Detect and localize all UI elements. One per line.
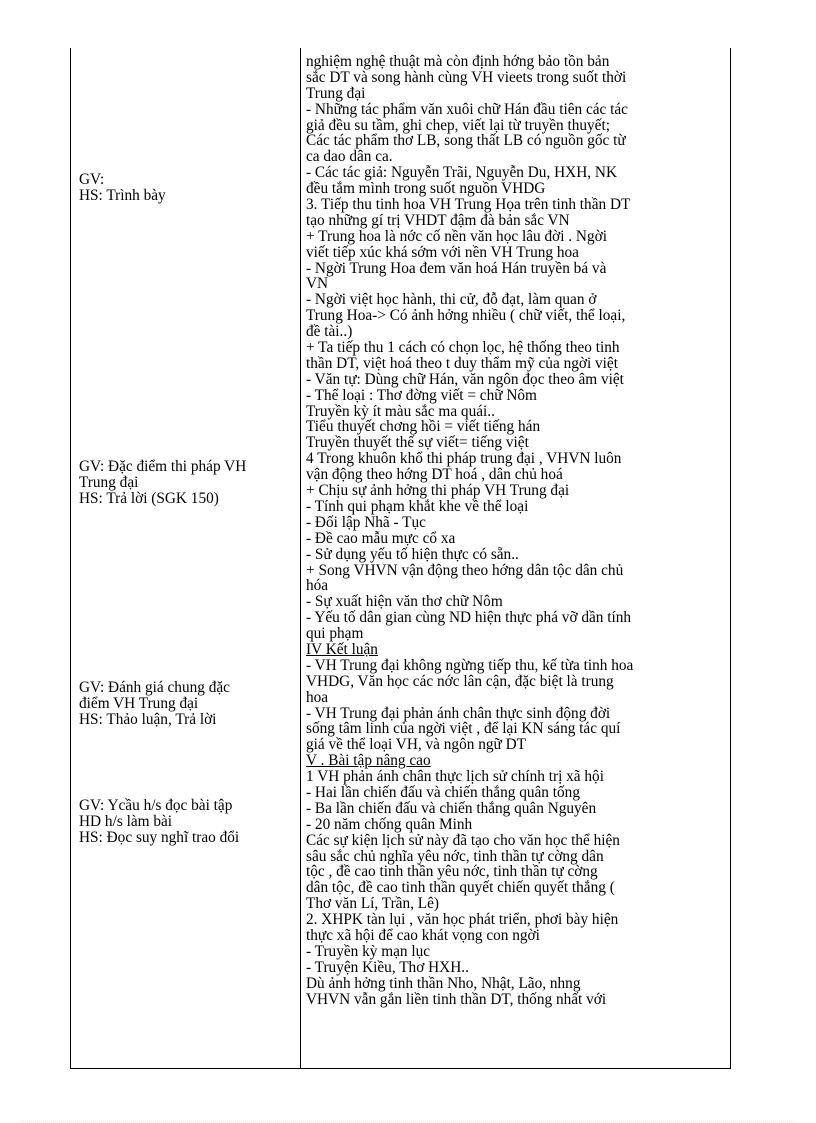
lesson-table: [70, 48, 731, 1069]
content-line: giả đều su tầm, ghi chep, viết lại từ truyền thuyết;: [306, 116, 610, 134]
activity-line: GV: Đặc điểm thi pháp VH: [79, 458, 247, 475]
content-line: đều tắm mình trong suốt nguồn VHDG: [306, 180, 546, 198]
content-line: Truyền thuyết thế sự viết= tiếng việt: [306, 434, 529, 452]
content-line: 1 VH phản ánh chân thực lịch sử chính trị xã hội: [306, 768, 604, 786]
activity-line: HS: Thảo luận, Trả lời: [79, 710, 217, 728]
content-line: hoa: [306, 688, 329, 706]
section-heading: IV Kết luận: [306, 640, 378, 658]
content-line: - Thể loại : Thơ đờng viết = chữ Nôm: [306, 386, 537, 404]
content-line: - Tính qui phạm khắt khe về thể loại: [306, 497, 529, 515]
activity-line: HD h/s làm bài: [79, 812, 173, 830]
activity-line: GV: Ycầu h/s đọc bài tập: [79, 797, 233, 814]
content-line: 4 Trong khuôn khổ thi pháp trung đại , VHVN luôn: [306, 450, 622, 468]
content-line: Thơ văn Lí, Trần, Lê): [306, 895, 439, 913]
activity-line: HS: Đọc suy nghĩ trao đổi: [79, 828, 240, 846]
content-line: hóa: [306, 577, 329, 595]
content-line: - Sử dụng yếu tố hiện thực có sẵn..: [306, 545, 519, 563]
content-line: sống tâm linh của ngời việt , để lại KN sáng tác quí: [306, 720, 621, 738]
activity-block-3: [79, 680, 297, 728]
content-line: Các sự kiện lịch sử này đã tạo cho văn học thể hiện: [306, 831, 620, 849]
content-line: thần DT, việt hoá theo t duy thẩm mỹ của ngời việt: [306, 354, 618, 372]
content-line: Các tác phẩm thơ LB, song thất LB có nguồn gốc từ: [306, 132, 626, 150]
content-line: - VH Trung đại không ngừng tiếp thu, kế từa tinh hoa: [306, 656, 634, 674]
content-line: Trung Hoa-> Có ảnh hởng nhiều ( chữ viết, thể loại,: [306, 307, 626, 325]
content-line: VN: [306, 275, 329, 293]
content-line: + Trung hoa là nớc cố nền văn học lâu đời . Ngời: [306, 227, 607, 245]
content-line: + Song VHVN vận động theo hớng dân tộc dân chủ: [306, 561, 624, 579]
content-line: - Các tác giả: Nguyễn Trãi, Nguyễn Du, HXH, NK: [306, 164, 617, 182]
content-line: - Ngời việt học hành, thi cử, đỗ đạt, làm quan ở: [306, 291, 597, 309]
activity-line: HS: Trả lời (SGK 150): [79, 489, 219, 507]
content-line: + Chịu sự ảnh hởng thi pháp VH Trung đại: [306, 482, 570, 500]
activity-line: HS: Trình bày: [79, 186, 166, 204]
content-line: - 20 năm chống quân Minh: [306, 815, 473, 833]
content-line: nghiệm nghệ thuật mà còn định hớng bảo tồn bản: [306, 53, 610, 70]
content-line: Tiểu thuyết chơng hồi = viết tiếng hán: [306, 418, 541, 436]
content-line: - Truyện Kiều, Thơ HXH..: [306, 958, 469, 976]
content-line: Truyền kỳ ít màu sắc ma quái..: [306, 402, 495, 420]
activity-block-4: [79, 798, 297, 846]
content-line: - Yếu tố dân gian cùng ND hiện thực phá vỡ dần tính: [306, 609, 632, 627]
content-line: sắc DT và song hành cùng VH vieets trong suốt thời: [306, 68, 627, 86]
content-line: VHDG, Văn học các nớc lân cận, đặc biệt là trung: [306, 672, 614, 690]
activity-block-2: [79, 459, 297, 507]
section-heading: V . Bài tập nâng cao: [306, 752, 431, 770]
content-line: - Đối lập Nhã - Tục: [306, 513, 426, 531]
content-line: vận động theo hớng DT hoá , dân chủ hoá: [306, 466, 563, 484]
content-line: sâu sắc chủ nghĩa yêu nớc, tinh thần tự cờng dân: [306, 847, 604, 865]
content-line: qui phạm: [306, 625, 364, 643]
activity-line: GV:: [79, 171, 105, 188]
content-line: 3. Tiếp thu tinh hoa VH Trung Họa trên tinh thần DT: [306, 196, 631, 214]
content-line: - Hai lần chiến đấu và chiến thắng quân tống: [306, 783, 580, 801]
content-line: tộc , đề cao tinh thần yêu nớc, tinh thần tự cờng: [306, 863, 598, 881]
content-line: thực xã hội để cao khát vọng con ngời: [306, 926, 540, 944]
content-line: - Những tác phẩm văn xuôi chữ Hán đầu tiên các tác: [306, 100, 628, 118]
content-line: Trung đại: [306, 84, 366, 102]
activity-line: GV: Đánh giá chung đặc: [79, 679, 230, 696]
content-line: - Sự xuất hiện văn thơ chữ Nôm: [306, 593, 503, 611]
content-line: + Ta tiếp thu 1 cách có chọn lọc, hệ thống theo tinh: [306, 339, 620, 357]
content-line: - Ngời Trung Hoa đem văn hoá Hán truyền bá và: [306, 259, 607, 277]
content-line: - Đề cao mẫu mực cổ xa: [306, 529, 456, 547]
content-line: tạo những gí trị VHDT đậm đà bản sắc VN: [306, 211, 570, 229]
content-line: 2. XHPK tàn lụi , văn học phát triển, phơi bày hiện: [306, 911, 619, 929]
content-line: Dù ảnh hởng tinh thần Nho, Nhật, Lão, nhng: [306, 974, 581, 992]
activity-line: điểm VH Trung đại: [79, 694, 199, 712]
content-line: - Ba lần chiến đấu và chiến thắng quân Nguyên: [306, 799, 597, 817]
content-line: - Truyền kỳ mạn lục: [306, 942, 431, 960]
content-line: - Văn tự: Dùng chữ Hán, văn ngôn đọc theo âm việt: [306, 370, 624, 388]
content-line: - VH Trung đại phản ánh chân thực sinh động đời: [306, 704, 611, 722]
content-line: dân tộc, đề cao tinh thần quyết chiến quyết thắng (: [306, 879, 615, 897]
content-line: giá về thể loại VH, và ngôn ngữ DT: [306, 736, 526, 754]
activity-block-1: [79, 172, 297, 204]
content-line: VHVN vẫn gắn liền tinh thần DT, thống nhất với: [306, 990, 607, 1008]
column-divider: [300, 48, 301, 1068]
content-line: đề tài..): [306, 323, 353, 341]
content-column: [306, 54, 730, 1007]
content-line: viết tiếp xúc khá sớm với nền VH Trung hoa: [306, 243, 579, 261]
activity-line: Trung đại: [79, 473, 139, 491]
content-line: ca dao dân ca.: [306, 148, 393, 166]
